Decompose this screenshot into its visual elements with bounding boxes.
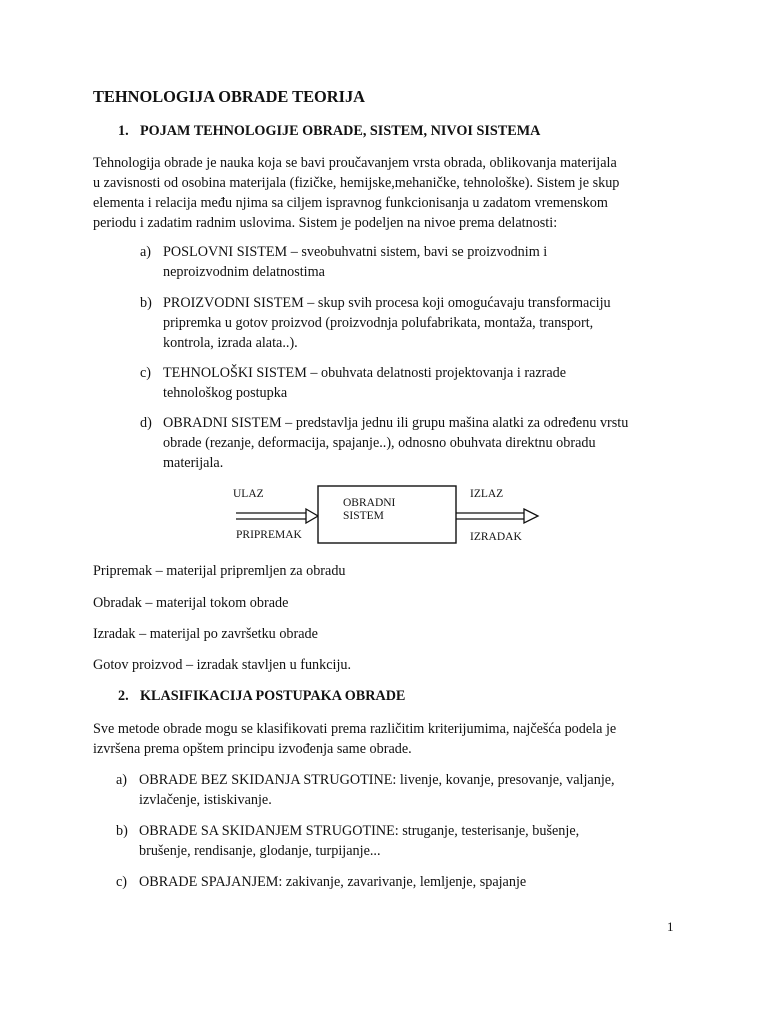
list-item-line: kontrola, izrada alata..). (163, 335, 298, 351)
paragraph-line: elementa i relacija među njima sa ciljem ispravnog funkcionisanja u zadatom vremenskom (93, 195, 608, 211)
list-item-line: TEHNOLOŠKI SISTEM – obuhvata delatnosti projektovanja i razrade (163, 365, 567, 381)
list-item-label: a) (116, 772, 128, 788)
system-box (318, 486, 456, 543)
list-item-line: obrade (rezanje, deformacija, spajanje..), odnosno obuhvata direktnu obradu (163, 435, 596, 451)
list-item-line: pripremka u gotov proizvod (proizvodnja polufabrikata, montaža, transport, (163, 315, 594, 331)
paragraph-line: u zavisnosti od osobina materijala (fizičke, hemijske,mehaničke, tehnološke). Sistem je skup (93, 175, 620, 191)
section-1-title: POJAM TEHNOLOGIJE OBRADE, SISTEM, NIVOI SISTEMA (140, 123, 541, 139)
list-item-line: brušenje, rendisanje, glodanje, turpijanje... (139, 843, 381, 859)
diagram-input-material-label: PRIPREMAK (236, 529, 302, 541)
definition-line: Gotov proizvod – izradak stavljen u funkciju. (93, 657, 352, 673)
definition-line: Pripremak – materijal pripremljen za obradu (93, 563, 346, 579)
list-item-label: c) (140, 365, 152, 381)
processing-system-diagram (230, 483, 550, 545)
diagram-box-label-line2: SISTEM (343, 510, 384, 522)
list-item-line: OBRADE SPAJANJEM: zakivanje, zavarivanje, lemljenje, spajanje (139, 874, 527, 890)
document-title: TEHNOLOGIJA OBRADE TEORIJA (93, 87, 366, 106)
paragraph-line: periodu i zadatim radnim uslovima. Sistem je podeljen na nivoe prema delatnosti: (93, 215, 558, 231)
list-item-label: c) (116, 874, 128, 890)
diagram-output-label: IZLAZ (470, 488, 504, 500)
paragraph-line: Tehnologija obrade je nauka koja se bavi proučavanjem vrsta obrada, oblikovanja materijala (93, 155, 617, 171)
list-item-label: a) (140, 244, 152, 260)
input-arrow (236, 509, 318, 523)
list-item-line: OBRADE BEZ SKIDANJA STRUGOTINE: livenje, kovanje, presovanje, valjanje, (139, 772, 615, 788)
definition-line: Izradak – materijal po završetku obrade (93, 626, 318, 642)
list-item-line: neproizvodnim delatnostima (163, 264, 325, 280)
list-item-line: OBRADNI SISTEM – predstavlja jednu ili grupu mašina alatki za određenu vrstu (163, 415, 629, 431)
output-arrow (456, 509, 538, 523)
list-item-line: materijala. (163, 455, 224, 471)
list-item-label: b) (116, 823, 128, 839)
section-2-number: 2. (118, 688, 129, 704)
diagram-box-label-line1: OBRADNI (343, 497, 396, 509)
section-2-paragraph (93, 719, 683, 759)
list-item-line: POSLOVNI SISTEM – sveobuhvatni sistem, bavi se proizvodnim i (163, 244, 548, 260)
paragraph-line: izvršena prema opštem principu izvođenja same obrade. (93, 741, 412, 757)
definition-line: Obradak – materijal tokom obrade (93, 595, 289, 611)
section-1-paragraph (93, 153, 683, 233)
list-item-label: d) (140, 415, 152, 431)
section-1-number: 1. (118, 123, 129, 139)
paragraph-line: Sve metode obrade mogu se klasifikovati prema različitim kriterijumima, najčešća podela je (93, 721, 617, 737)
list-item-label: b) (140, 295, 152, 311)
diagram-input-label: ULAZ (233, 488, 264, 500)
diagram-output-material-label: IZRADAK (470, 531, 522, 543)
list-item-line: PROIZVODNI SISTEM – skup svih procesa koji omogućavaju transformaciju (163, 295, 611, 311)
list-item-line: tehnološkog postupka (163, 385, 288, 401)
list-item-line: izvlačenje, istiskivanje. (139, 792, 272, 808)
list-item-line: OBRADE SA SKIDANJEM STRUGOTINE: struganje, testerisanje, bušenje, (139, 823, 580, 839)
section-2-title: KLASIFIKACIJA POSTUPAKA OBRADE (140, 688, 406, 704)
page-number: 1 (667, 919, 674, 934)
